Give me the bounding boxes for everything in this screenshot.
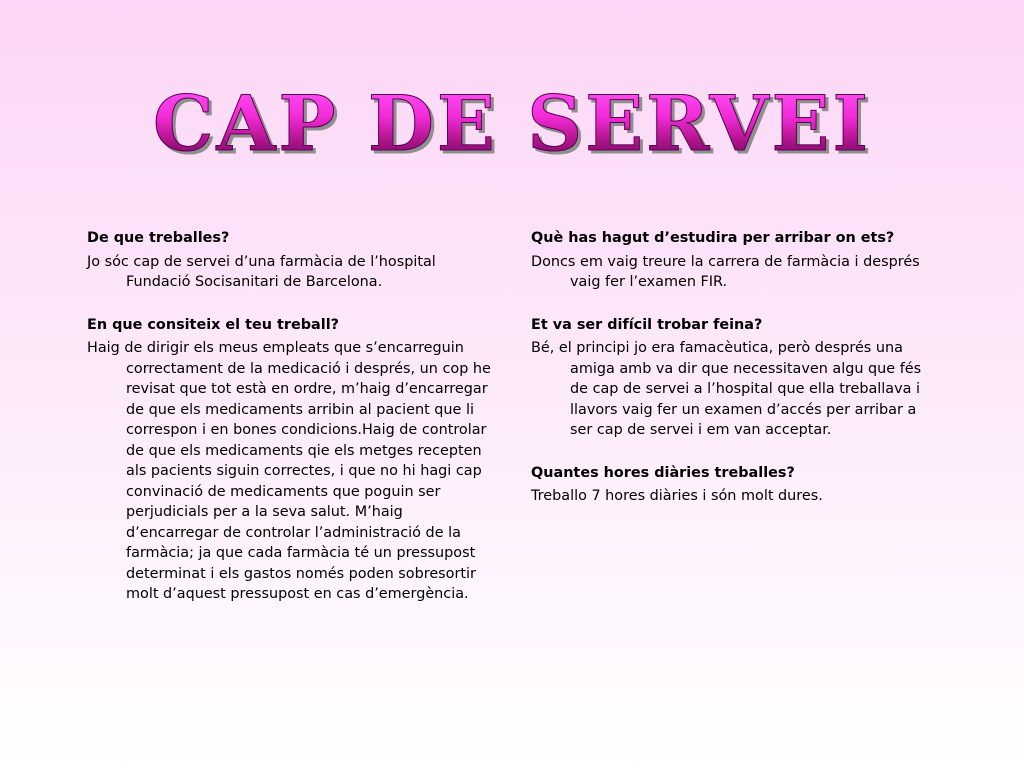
qa-block — [531, 228, 937, 293]
qa-block — [87, 315, 495, 605]
question: Què has hagut d’estudira per arribar on ets? — [531, 230, 895, 246]
question: En que consiteix el teu treball? — [87, 316, 339, 333]
question: De que treballes? — [87, 230, 230, 246]
left-column — [87, 228, 495, 627]
answer: Treballo 7 hores diàries i són molt dures. — [531, 488, 823, 504]
slide-title: CAP DE SERVEI — [0, 86, 1024, 162]
qa-block — [531, 315, 937, 441]
question: Et va ser difícil trobar feina? — [531, 316, 763, 333]
answer: Haig de dirigir els meus empleats que s’encarreguin correctament de la medicació i després, un cop he revisat que tot està en ordre, m’haig d’encarregar de que els medicaments arribin al pacient que li correspon i en bones condicions.Haig de controlar de que els medicaments qie els metges recepten als pacients siguin correctes, i que no hi hagi cap convinació de medicaments que poguin ser perjudicials per a la seva salut. M’haig d’encarregar de controlar l’administració de la farmàcia; ja que cada farmàcia té un pressupost determinat i els gastos només poden sobresortir molt d’aquest pressupost en cas d’emergència. — [87, 340, 491, 602]
answer: Jo sóc cap de servei d’una farmàcia de l’hospital Fundació Socisanitari de Barcelona. — [87, 253, 436, 290]
answer: Doncs em vaig treure la carrera de farmàcia i després vaig fer l’examen FIR. — [531, 253, 920, 290]
qa-block — [531, 463, 937, 507]
answer: Bé, el principi jo era famacèutica, però després una amiga amb va dir que necessitaven algu que fés de cap de servei a l’hospital que ella treballava i llavors vaig fer un examen d’accés per arribar a ser cap de servei i em van acceptar. — [531, 340, 922, 438]
question: Quantes hores diàries treballes? — [531, 464, 795, 481]
right-column — [531, 228, 937, 529]
qa-block — [87, 228, 495, 293]
